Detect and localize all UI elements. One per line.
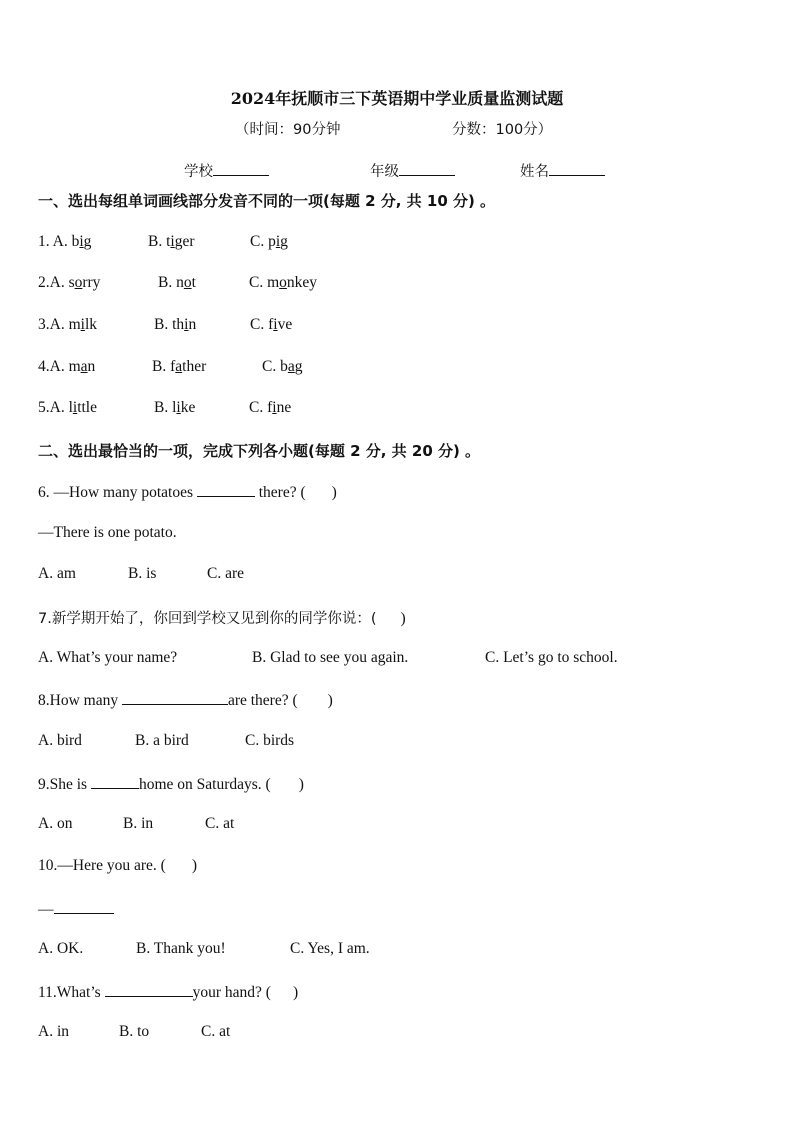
q4-a-post: n xyxy=(87,358,96,375)
q9-blank[interactable] xyxy=(91,774,139,789)
q2-c-underlined: o xyxy=(279,274,287,291)
q10-paren-close: ) xyxy=(191,857,197,874)
q10-stem-text: 10.—Here you are. ( xyxy=(38,857,166,874)
q8-option-a[interactable]: A. bird xyxy=(38,732,82,749)
q3-b-pre: B. th xyxy=(154,316,185,333)
q11-blank[interactable] xyxy=(105,982,193,997)
q11-stem xyxy=(38,982,298,1002)
section2-title: 二、选出最恰当的一项，完成下列各小题(每题 2 分, 共 20 分) 。 xyxy=(38,442,481,460)
q3-b-post: n xyxy=(188,316,197,333)
q2-b-post: t xyxy=(191,274,196,291)
q8-paren-close: ) xyxy=(327,692,333,709)
q1-b-underlined: i xyxy=(170,233,175,250)
q11-option-b[interactable]: B. to xyxy=(119,1023,150,1040)
q5-c-underlined: i xyxy=(272,399,277,416)
q11-option-a[interactable]: A. in xyxy=(38,1023,69,1040)
q7-stem-text: 7.新学期开始了，你回到学校又见到你的同学你说：( xyxy=(38,611,377,627)
q7-option-a[interactable]: A. What’s your name? xyxy=(38,649,178,666)
school-field xyxy=(184,160,269,181)
q1-option-b[interactable] xyxy=(148,233,195,251)
q1-b-post: ger xyxy=(174,233,195,250)
q5-number: 5.A. l xyxy=(38,399,73,416)
q2-c-pre: C. m xyxy=(249,274,280,291)
exam-time: （时间：90分钟 xyxy=(235,122,341,138)
q4-c-post: g xyxy=(294,358,303,375)
q5-b-underlined: i xyxy=(176,399,181,416)
name-field xyxy=(520,160,605,181)
q1-c-underlined: i xyxy=(275,233,281,250)
q5-a-post: ttle xyxy=(77,399,97,416)
q5-option-c[interactable] xyxy=(249,399,291,417)
q9-stem xyxy=(38,774,304,794)
q3-c-underlined: i xyxy=(273,316,278,333)
q9-option-c[interactable]: C. at xyxy=(205,815,235,832)
q2-option-a[interactable] xyxy=(38,274,100,292)
q6-option-c[interactable]: C. are xyxy=(207,565,245,582)
q10-blank[interactable] xyxy=(54,899,114,914)
q4-c-underlined: a xyxy=(287,358,295,375)
q8-blank[interactable] xyxy=(122,690,228,705)
q5-option-b[interactable] xyxy=(154,399,195,417)
q2-option-c[interactable] xyxy=(249,274,317,292)
q9-option-b[interactable]: B. in xyxy=(123,815,154,832)
q2-a-underlined: o xyxy=(74,274,83,291)
q4-b-pre: B. f xyxy=(152,358,176,375)
q9-option-a[interactable]: A. on xyxy=(38,815,73,832)
q3-option-c[interactable] xyxy=(250,316,292,334)
q1-number: 1. A. xyxy=(38,233,72,250)
q11-option-c[interactable]: C. at xyxy=(201,1023,231,1040)
q7-option-b[interactable]: B. Glad to see you again. xyxy=(252,649,409,666)
q10-stem xyxy=(38,857,197,875)
q1-c-pre: C. p xyxy=(250,233,276,250)
q3-option-b[interactable] xyxy=(154,316,196,334)
q4-b-post: ther xyxy=(182,358,207,375)
section1-title: 一、选出每组单词画线部分发音不同的一项(每题 2 分, 共 10 分) 。 xyxy=(38,192,496,210)
q2-a-post: rry xyxy=(82,274,101,291)
q11-stem-text: 11.What’s xyxy=(38,984,105,1001)
grade-field xyxy=(370,160,455,181)
q8-stem-text: 8.How many xyxy=(38,692,122,709)
exam-title: 2024年抚顺市三下英语期中学业质量监测试题 xyxy=(230,89,564,108)
q6-reply: —There is one potato. xyxy=(38,524,177,541)
q5-b-pre: B. l xyxy=(154,399,177,416)
q6-blank[interactable] xyxy=(197,482,255,497)
q9-stem-text: 9.She is xyxy=(38,776,91,793)
q6-paren-close: ) xyxy=(331,484,337,501)
q11-paren-close: ) xyxy=(292,984,299,1001)
q8-option-b[interactable]: B. a bird xyxy=(135,732,189,749)
grade-label: 年级 xyxy=(370,164,399,180)
school-label: 学校 xyxy=(184,164,213,180)
q6-option-a[interactable]: A. am xyxy=(38,565,76,582)
q2-option-b[interactable] xyxy=(158,274,196,292)
q4-option-c[interactable] xyxy=(262,358,302,376)
q10-reply-dash: — xyxy=(38,901,54,918)
q9-paren-close: ) xyxy=(298,776,304,793)
name-blank[interactable] xyxy=(549,161,605,176)
q3-a-underlined: i xyxy=(80,316,85,333)
q10-reply xyxy=(38,899,114,919)
q5-a-underlined: i xyxy=(72,399,78,416)
q1-a-post: g xyxy=(83,233,92,250)
school-blank[interactable] xyxy=(213,161,269,176)
q4-b-underlined: a xyxy=(175,358,183,375)
q3-a-post: lk xyxy=(84,316,97,333)
q11-stem-text-2: your hand? ( xyxy=(192,984,271,1001)
q7-paren-close: ) xyxy=(400,610,406,627)
grade-blank[interactable] xyxy=(399,161,455,176)
q5-b-post: ke xyxy=(180,399,196,416)
q7-stem xyxy=(38,607,406,628)
q1-option-a[interactable] xyxy=(38,233,91,251)
q3-c-post: ve xyxy=(277,316,293,333)
q6-option-b[interactable]: B. is xyxy=(128,565,157,582)
q4-option-a[interactable] xyxy=(38,358,95,376)
q3-option-a[interactable] xyxy=(38,316,97,334)
q5-c-post: ne xyxy=(276,399,292,416)
q3-number: 3.A. m xyxy=(38,316,81,333)
q2-b-pre: B. n xyxy=(158,274,184,291)
q6-stem-text: 6. —How many potatoes xyxy=(38,484,197,501)
q1-c-post: g xyxy=(280,233,288,250)
q9-stem-text-2: home on Saturdays. ( xyxy=(138,776,271,793)
q4-option-b[interactable] xyxy=(152,358,206,376)
q8-stem xyxy=(38,690,333,710)
q1-option-c[interactable] xyxy=(250,233,288,251)
q1-b-pre: B. t xyxy=(148,233,171,250)
q10-option-b[interactable]: B. Thank you! xyxy=(136,940,226,957)
q10-option-c[interactable]: C. Yes, I am. xyxy=(290,940,370,957)
q5-c-pre: C. f xyxy=(249,399,273,416)
q4-a-underlined: a xyxy=(80,358,88,375)
q3-c-pre: C. f xyxy=(250,316,274,333)
q6-stem-text-2: there? ( xyxy=(254,484,306,501)
q6-stem xyxy=(38,482,337,502)
q8-option-c[interactable]: C. birds xyxy=(245,732,295,749)
q2-number: 2.A. s xyxy=(38,274,75,291)
q4-c-pre: C. b xyxy=(262,358,288,375)
exam-score: 分数：100分） xyxy=(452,122,553,138)
q2-c-post: nkey xyxy=(286,274,318,291)
q2-b-underlined: o xyxy=(183,274,192,291)
q4-number: 4.A. m xyxy=(38,358,81,375)
name-label: 姓名 xyxy=(520,164,549,180)
q10-option-a[interactable]: A. OK. xyxy=(38,940,84,957)
q8-stem-text-2: are there? ( xyxy=(227,692,298,709)
q3-b-underlined: i xyxy=(184,316,189,333)
q1-a-underlined: i xyxy=(79,233,84,250)
q7-option-c[interactable]: C. Let’s go to school. xyxy=(485,649,618,666)
q5-option-a[interactable] xyxy=(38,399,97,417)
q1-a-pre: b xyxy=(71,233,80,250)
